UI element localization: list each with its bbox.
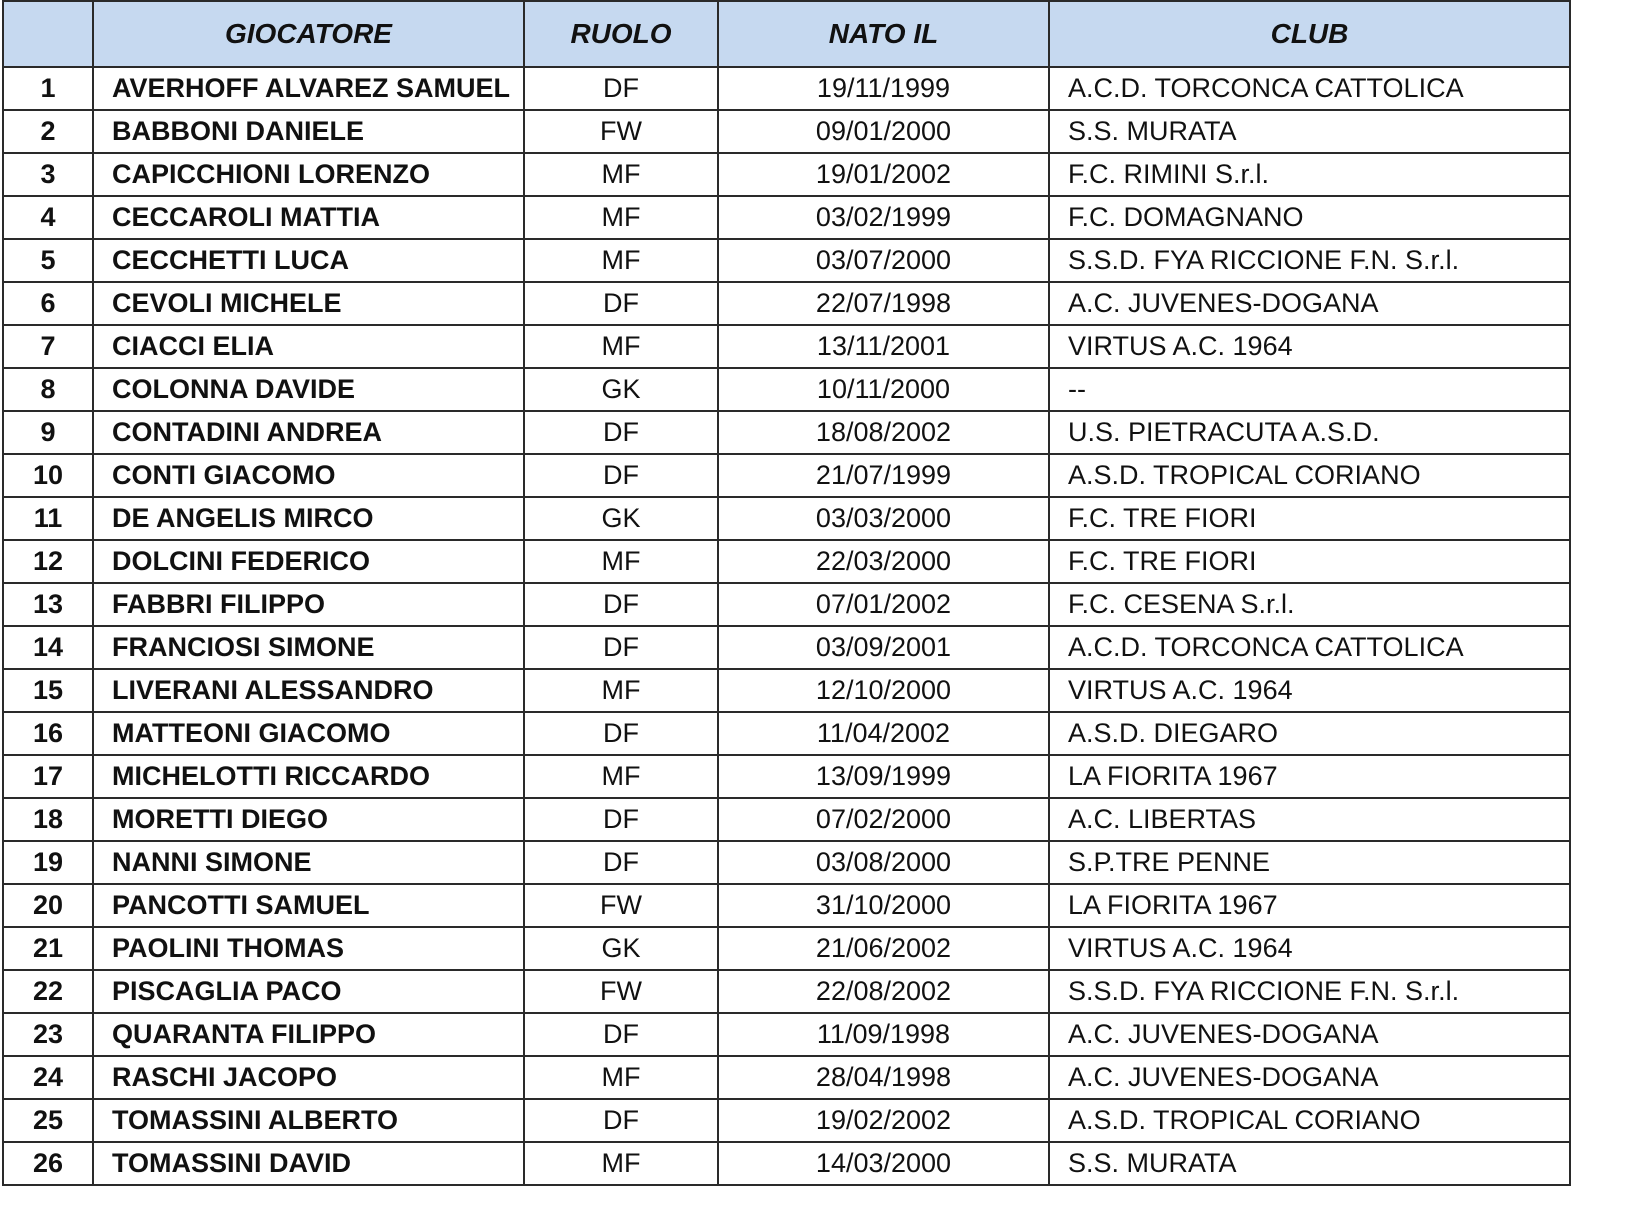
cell-number: 9 xyxy=(3,411,93,454)
table-row xyxy=(3,755,1570,798)
cell-player-name: PANCOTTI SAMUEL xyxy=(93,884,524,927)
cell-number: 5 xyxy=(3,239,93,282)
cell-club: S.S. MURATA xyxy=(1049,110,1570,153)
header-birth-date: NATO IL xyxy=(718,1,1049,67)
cell-role: DF xyxy=(524,626,718,669)
cell-player-name: PISCAGLIA PACO xyxy=(93,970,524,1013)
cell-club: LA FIORITA 1967 xyxy=(1049,884,1570,927)
cell-player-name: CAPICCHIONI LORENZO xyxy=(93,153,524,196)
cell-player-name: CONTI GIACOMO xyxy=(93,454,524,497)
table-row xyxy=(3,540,1570,583)
cell-number: 13 xyxy=(3,583,93,626)
cell-role: DF xyxy=(524,1099,718,1142)
cell-number: 10 xyxy=(3,454,93,497)
cell-club: F.C. TRE FIORI xyxy=(1049,497,1570,540)
cell-player-name: FABBRI FILIPPO xyxy=(93,583,524,626)
table-row xyxy=(3,454,1570,497)
table-row xyxy=(3,669,1570,712)
cell-number: 20 xyxy=(3,884,93,927)
table-row xyxy=(3,325,1570,368)
cell-club: S.S. MURATA xyxy=(1049,1142,1570,1185)
cell-player-name: COLONNA DAVIDE xyxy=(93,368,524,411)
cell-player-name: DE ANGELIS MIRCO xyxy=(93,497,524,540)
cell-role: MF xyxy=(524,1142,718,1185)
cell-role: DF xyxy=(524,841,718,884)
cell-club: LA FIORITA 1967 xyxy=(1049,755,1570,798)
cell-birth-date: 07/02/2000 xyxy=(718,798,1049,841)
table-row xyxy=(3,67,1570,110)
cell-number: 7 xyxy=(3,325,93,368)
table-row xyxy=(3,1013,1570,1056)
table-row xyxy=(3,110,1570,153)
cell-club: S.P.TRE PENNE xyxy=(1049,841,1570,884)
table-row xyxy=(3,970,1570,1013)
cell-birth-date: 22/03/2000 xyxy=(718,540,1049,583)
cell-number: 3 xyxy=(3,153,93,196)
cell-role: DF xyxy=(524,67,718,110)
cell-player-name: PAOLINI THOMAS xyxy=(93,927,524,970)
cell-number: 2 xyxy=(3,110,93,153)
cell-club: A.S.D. TROPICAL CORIANO xyxy=(1049,1099,1570,1142)
table-row xyxy=(3,1099,1570,1142)
cell-number: 18 xyxy=(3,798,93,841)
cell-role: GK xyxy=(524,497,718,540)
cell-role: DF xyxy=(524,411,718,454)
table-body xyxy=(3,67,1570,1185)
cell-role: FW xyxy=(524,110,718,153)
cell-player-name: CONTADINI ANDREA xyxy=(93,411,524,454)
cell-number: 14 xyxy=(3,626,93,669)
cell-player-name: MORETTI DIEGO xyxy=(93,798,524,841)
cell-club: U.S. PIETRACUTA A.S.D. xyxy=(1049,411,1570,454)
cell-number: 23 xyxy=(3,1013,93,1056)
cell-birth-date: 21/07/1999 xyxy=(718,454,1049,497)
table-row xyxy=(3,841,1570,884)
cell-club: F.C. TRE FIORI xyxy=(1049,540,1570,583)
header-club: CLUB xyxy=(1049,1,1570,67)
table-row xyxy=(3,239,1570,282)
cell-club: -- xyxy=(1049,368,1570,411)
cell-role: MF xyxy=(524,196,718,239)
cell-player-name: LIVERANI ALESSANDRO xyxy=(93,669,524,712)
cell-birth-date: 21/06/2002 xyxy=(718,927,1049,970)
cell-club: A.C. JUVENES-DOGANA xyxy=(1049,1013,1570,1056)
cell-player-name: FRANCIOSI SIMONE xyxy=(93,626,524,669)
cell-player-name: TOMASSINI DAVID xyxy=(93,1142,524,1185)
cell-club: VIRTUS A.C. 1964 xyxy=(1049,325,1570,368)
player-roster-table xyxy=(2,0,1571,1186)
cell-number: 17 xyxy=(3,755,93,798)
table-row xyxy=(3,1142,1570,1185)
cell-player-name: CIACCI ELIA xyxy=(93,325,524,368)
cell-birth-date: 22/08/2002 xyxy=(718,970,1049,1013)
cell-club: A.C.D. TORCONCA CATTOLICA xyxy=(1049,67,1570,110)
cell-role: MF xyxy=(524,540,718,583)
cell-club: A.C.D. TORCONCA CATTOLICA xyxy=(1049,626,1570,669)
cell-birth-date: 03/02/1999 xyxy=(718,196,1049,239)
cell-birth-date: 19/02/2002 xyxy=(718,1099,1049,1142)
cell-birth-date: 28/04/1998 xyxy=(718,1056,1049,1099)
table-header-row xyxy=(3,1,1570,67)
table-row xyxy=(3,927,1570,970)
cell-birth-date: 22/07/1998 xyxy=(718,282,1049,325)
table-row xyxy=(3,583,1570,626)
cell-club: VIRTUS A.C. 1964 xyxy=(1049,927,1570,970)
cell-birth-date: 19/01/2002 xyxy=(718,153,1049,196)
cell-club: F.C. DOMAGNANO xyxy=(1049,196,1570,239)
cell-birth-date: 11/04/2002 xyxy=(718,712,1049,755)
cell-birth-date: 03/07/2000 xyxy=(718,239,1049,282)
cell-player-name: QUARANTA FILIPPO xyxy=(93,1013,524,1056)
cell-role: GK xyxy=(524,368,718,411)
cell-player-name: CECCAROLI MATTIA xyxy=(93,196,524,239)
cell-club: S.S.D. FYA RICCIONE F.N. S.r.l. xyxy=(1049,239,1570,282)
table-row xyxy=(3,282,1570,325)
cell-role: DF xyxy=(524,583,718,626)
cell-role: MF xyxy=(524,669,718,712)
cell-club: A.C. JUVENES-DOGANA xyxy=(1049,282,1570,325)
header-role: RUOLO xyxy=(524,1,718,67)
cell-role: DF xyxy=(524,1013,718,1056)
cell-player-name: DOLCINI FEDERICO xyxy=(93,540,524,583)
cell-number: 19 xyxy=(3,841,93,884)
cell-role: MF xyxy=(524,755,718,798)
cell-club: A.S.D. TROPICAL CORIANO xyxy=(1049,454,1570,497)
cell-club: A.C. LIBERTAS xyxy=(1049,798,1570,841)
header-number xyxy=(3,1,93,67)
cell-birth-date: 13/09/1999 xyxy=(718,755,1049,798)
cell-number: 25 xyxy=(3,1099,93,1142)
cell-number: 26 xyxy=(3,1142,93,1185)
cell-player-name: MICHELOTTI RICCARDO xyxy=(93,755,524,798)
cell-player-name: TOMASSINI ALBERTO xyxy=(93,1099,524,1142)
table-row xyxy=(3,196,1570,239)
cell-number: 12 xyxy=(3,540,93,583)
cell-club: VIRTUS A.C. 1964 xyxy=(1049,669,1570,712)
cell-role: DF xyxy=(524,712,718,755)
table-row xyxy=(3,153,1570,196)
cell-birth-date: 18/08/2002 xyxy=(718,411,1049,454)
cell-birth-date: 10/11/2000 xyxy=(718,368,1049,411)
header-player: GIOCATORE xyxy=(93,1,524,67)
cell-role: DF xyxy=(524,798,718,841)
cell-role: MF xyxy=(524,239,718,282)
cell-number: 1 xyxy=(3,67,93,110)
cell-player-name: BABBONI DANIELE xyxy=(93,110,524,153)
cell-number: 11 xyxy=(3,497,93,540)
cell-player-name: CECCHETTI LUCA xyxy=(93,239,524,282)
table-row xyxy=(3,497,1570,540)
cell-number: 24 xyxy=(3,1056,93,1099)
cell-birth-date: 31/10/2000 xyxy=(718,884,1049,927)
cell-role: FW xyxy=(524,970,718,1013)
cell-birth-date: 03/09/2001 xyxy=(718,626,1049,669)
cell-player-name: MATTEONI GIACOMO xyxy=(93,712,524,755)
cell-club: A.S.D. DIEGARO xyxy=(1049,712,1570,755)
cell-birth-date: 07/01/2002 xyxy=(718,583,1049,626)
table-row xyxy=(3,884,1570,927)
cell-birth-date: 09/01/2000 xyxy=(718,110,1049,153)
cell-player-name: NANNI SIMONE xyxy=(93,841,524,884)
cell-birth-date: 03/08/2000 xyxy=(718,841,1049,884)
table-row xyxy=(3,368,1570,411)
cell-birth-date: 12/10/2000 xyxy=(718,669,1049,712)
cell-birth-date: 13/11/2001 xyxy=(718,325,1049,368)
cell-birth-date: 11/09/1998 xyxy=(718,1013,1049,1056)
cell-role: MF xyxy=(524,325,718,368)
cell-birth-date: 03/03/2000 xyxy=(718,497,1049,540)
cell-role: MF xyxy=(524,1056,718,1099)
cell-number: 16 xyxy=(3,712,93,755)
table-row xyxy=(3,1056,1570,1099)
table-row xyxy=(3,712,1570,755)
cell-club: S.S.D. FYA RICCIONE F.N. S.r.l. xyxy=(1049,970,1570,1013)
cell-club: F.C. CESENA S.r.l. xyxy=(1049,583,1570,626)
cell-player-name: AVERHOFF ALVAREZ SAMUEL xyxy=(93,67,524,110)
cell-number: 15 xyxy=(3,669,93,712)
cell-number: 6 xyxy=(3,282,93,325)
cell-club: F.C. RIMINI S.r.l. xyxy=(1049,153,1570,196)
cell-birth-date: 19/11/1999 xyxy=(718,67,1049,110)
table-row xyxy=(3,798,1570,841)
table-row xyxy=(3,411,1570,454)
cell-number: 4 xyxy=(3,196,93,239)
table-row xyxy=(3,626,1570,669)
cell-birth-date: 14/03/2000 xyxy=(718,1142,1049,1185)
cell-role: DF xyxy=(524,282,718,325)
cell-number: 22 xyxy=(3,970,93,1013)
cell-number: 8 xyxy=(3,368,93,411)
cell-club: A.C. JUVENES-DOGANA xyxy=(1049,1056,1570,1099)
cell-role: FW xyxy=(524,884,718,927)
cell-role: GK xyxy=(524,927,718,970)
cell-player-name: CEVOLI MICHELE xyxy=(93,282,524,325)
cell-number: 21 xyxy=(3,927,93,970)
cell-player-name: RASCHI JACOPO xyxy=(93,1056,524,1099)
cell-role: DF xyxy=(524,454,718,497)
cell-role: MF xyxy=(524,153,718,196)
